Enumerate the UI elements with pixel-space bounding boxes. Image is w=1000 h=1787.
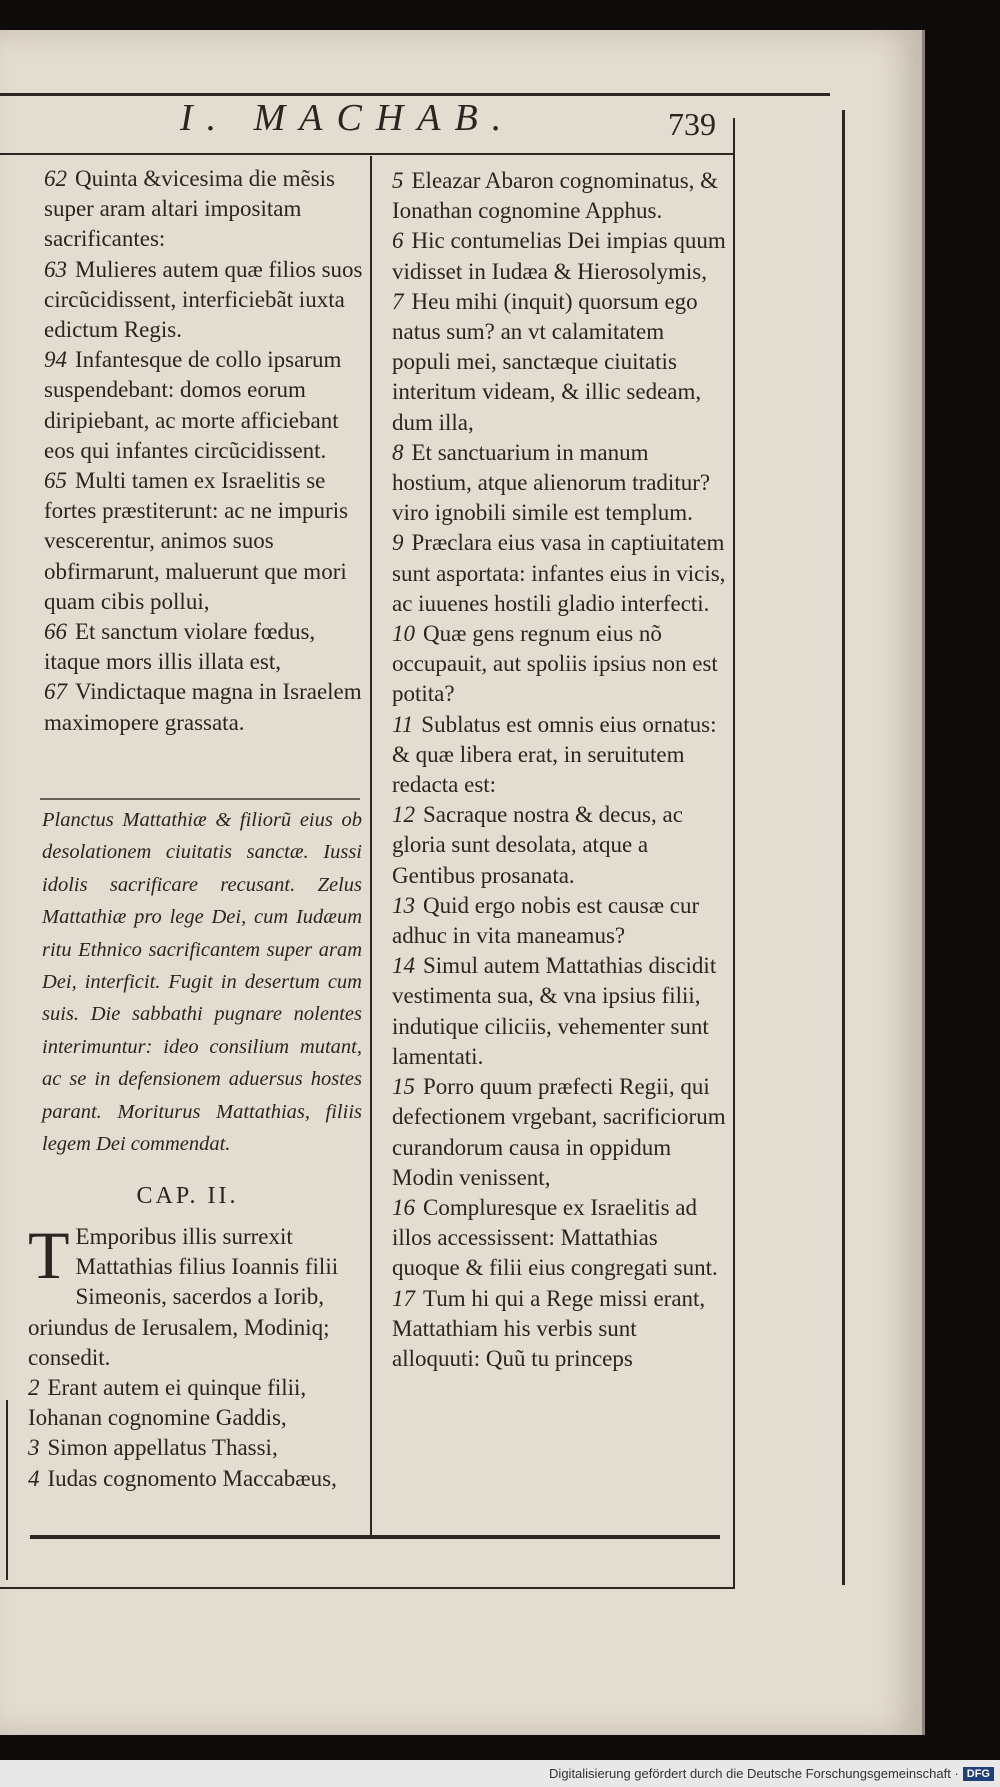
verse-10: 10 Quæ gens regnum eius nõ occupauit, aut spoliis ipsius non est potita? (392, 621, 718, 707)
verse-17: 17 Tum hi qui a Rege missi erant, Mattathiam his verbis sunt alloquuti: Quũ tu princeps (392, 1285, 706, 1371)
right-column (392, 166, 726, 1374)
page-number: 739 (668, 106, 716, 142)
verse-66: 66 Et sanctum violare fœdus, itaque mors illis illata est, (44, 619, 316, 675)
verse-67: 67 Vindictaque magna in Israelem maximopere grassata. (44, 679, 362, 735)
running-title: I. MACHAB. (180, 97, 516, 139)
digitization-footer (0, 1760, 1000, 1787)
drop-cap: T (28, 1217, 70, 1293)
verse-62: 62 Quinta &vicesima die mẽsis super aram altari impositam sacrificantes: (44, 166, 335, 252)
verse-65: 65 Multi tamen ex Israelitis se fortes præstiterunt: ac ne impuris vescerentur, animos suos obfirmarunt, maluerunt que mori quam cibis pollui, (44, 468, 349, 614)
verse-14: 14 Simul autem Mattathias discidit vestimenta sua, & vna ipsius filii, indutique ciliciis, vehementer sunt lamentati. (392, 953, 717, 1069)
summary-separator (40, 798, 360, 800)
footer-text: Digitalisierung gefördert durch die Deutsche Forschungsgemeinschaft · (549, 1766, 959, 1781)
verse-9: 9 Præclara eius vasa in captiuitatem sunt asportata: infantes eius in vicis, ac iuuenes hostili gladio interfecti. (392, 530, 726, 616)
chapter-heading: CAP. II. (136, 1183, 239, 1209)
bottom-rule-1 (30, 1535, 720, 1539)
left-column (44, 164, 370, 738)
first-paragraph: T Emporibus illis surrexit Mattathias filius Ioannis filii Simeonis, sacerdos a Iorib, oriundus de Ierusalem, Modiniq; consedit. (28, 1217, 339, 1370)
verse-94: 94 Infantesque de collo ipsarum suspendebant: domos eorum diripiebant, ac morte afficiebant eos qui infantes circũcidissent. (44, 347, 342, 463)
verse-2: 2 Erant autem ei quinque filii, Iohanan cognomine Gaddis, (28, 1375, 307, 1431)
verse-5: 5 Eleazar Abaron cognominatus, & Ionathan cognomine Apphus. (392, 168, 719, 224)
bottom-rule-2 (0, 1587, 735, 1589)
right-border-outer (842, 110, 845, 1585)
verse-7: 7 Heu mihi (inquit) quorsum ego natus sum? an vt calamitatem populi mei, sanctæque ciuitatis interitum videam, & illic sedeam, dum illa, (392, 288, 702, 435)
left-border (6, 1400, 8, 1580)
chapter-start (28, 1217, 363, 1494)
verse-63: 63 Mulieres autem quæ filios suos circũcidissent, interficiebãt iuxta edictum Regis. (44, 256, 363, 343)
verse-6: 6 Hic contumelias Dei impias quum vidisset in Iudæa & Hierosolymis, (392, 228, 726, 284)
right-border-inner (733, 118, 735, 1588)
header-rule (0, 153, 735, 155)
verse-4: 4 Iudas cognomento Maccabæus, (28, 1465, 337, 1491)
verse-3: 3 Simon appellatus Thassi, (28, 1435, 278, 1461)
verse-8: 8 Et sanctuarium in manum hostium, atque alienorum traditur? viro ignobili simile est templum. (392, 439, 711, 526)
verse-12: 12 Sacraque nostra & decus, ac gloria sunt desolata, atque a Gentibus prosanata. (392, 802, 683, 888)
chapter-summary: Planctus Mattathiæ & filiorũ eius ob desolationem ciuitatis sanctæ. Iussi idolis sacrificare recusant. Zelus Mattathiæ pro lege Dei, cum Iudæum ritu Ethnico sacrificantem super aram Dei, interficit. Fugit in desertum cum suis. Die sabbathi pugnare nolentes interimuntur: ideo consilium mutant, ac se in defensionem aduersus hostes parant. Moriturus Mattathias, filiis legem Dei commendat. (42, 809, 362, 1156)
dfg-logo: DFG (963, 1767, 994, 1781)
column-divider (370, 156, 372, 1536)
verse-16: 16 Compluresque ex Israelitis ad illos accessissent: Mattathias quoque & filii eius congregati sunt. (392, 1194, 718, 1281)
verse-13: 13 Quid ergo nobis est causæ cur adhuc in vita maneamus? (392, 892, 700, 949)
verse-15: 15 Porro quum præfecti Regii, qui defectionem vrgebant, sacrificiorum curandorum causa in oppidum Modin venissent, (392, 1074, 726, 1190)
verse-11: 11 Sublatus est omnis eius ornatus: & quæ libera erat, in seruitutem redacta est: (392, 711, 717, 798)
